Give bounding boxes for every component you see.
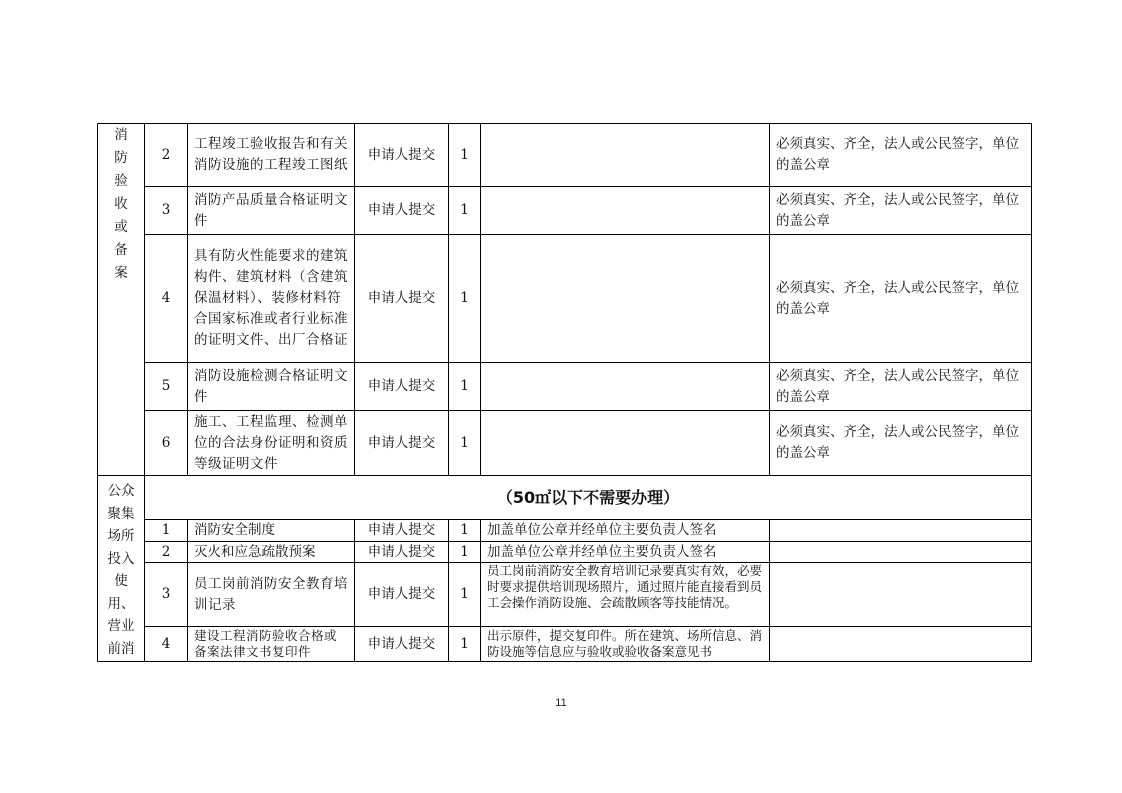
row-number: 3 [161,586,171,602]
copies-count: 1 [460,543,469,560]
requirement-text [481,411,769,475]
page-number: 11 [555,697,567,709]
copies-count: 1 [460,378,469,394]
material-name: 消防设施检测合格证明文件 [194,367,348,405]
exemption-banner: （50㎡以下不需要办理） [496,488,680,507]
row-number: 4 [161,635,171,652]
requirement-text [481,124,769,186]
requirement-text: 员工岗前消防安全教育培训记录要真实有效，必要时要求提供培训现场照片，通过照片能直接看到员工会操作消防设施、会疏散顾客等技能情况。 [487,563,763,610]
copies-count: 1 [460,586,469,602]
material-name: 消防产品质量合格证明文件 [194,191,348,229]
material-name: 工程竣工验收报告和有关消防设施的工程竣工图纸 [194,136,348,173]
row-number: 4 [161,290,171,306]
submit-source: 申请人提交 [367,290,436,306]
row-number: 2 [161,146,171,163]
submit-source: 申请人提交 [367,434,436,451]
row-number: 1 [161,522,171,538]
row-number: 6 [161,434,171,451]
material-name: 灭火和应急疏散预案 [194,543,316,560]
note-text: 必须真实、齐全，法人或公民签字，单位的盖公章 [776,191,1019,229]
section-label-public-venue [98,476,144,661]
note-text: 必须真实、齐全，法人或公民签字，单位的盖公章 [776,367,1019,405]
requirement-text [481,235,769,362]
row-number: 3 [161,202,171,218]
requirement-text [481,363,769,410]
copies-count: 1 [460,146,469,163]
copies-count: 1 [460,434,469,451]
note-text [770,520,1031,541]
copies-count: 1 [460,635,469,652]
copies-count: 1 [460,202,469,218]
submit-source: 申请人提交 [367,522,436,538]
note-text: 必须真实、齐全，法人或公民签字，单位的盖公章 [776,424,1019,461]
row-number: 2 [161,543,171,560]
submit-source: 申请人提交 [367,146,436,163]
section-label-fire-acceptance [98,123,144,475]
row-number: 5 [161,378,171,394]
section-label-text: 消防验收或备案 [114,127,128,281]
submit-source: 申请人提交 [367,202,436,218]
submit-source: 申请人提交 [367,378,436,394]
submit-source: 申请人提交 [367,635,436,652]
submit-source: 申请人提交 [367,586,436,602]
material-name: 员工岗前消防安全教育培训记录 [194,575,348,613]
note-text: 必须真实、齐全，法人或公民签字，单位的盖公章 [776,279,1019,317]
material-name: 消防安全制度 [194,522,275,538]
submit-source: 申请人提交 [367,543,436,560]
note-text [770,542,1031,562]
requirement-text: 加盖单位公章并经单位主要负责人签名 [487,522,717,538]
requirement-text [481,187,769,234]
material-name: 施工、工程监理、检测单位的合法身份证明和资质等级证明文件 [194,413,348,472]
requirement-text: 加盖单位公章并经单位主要负责人签名 [487,543,717,560]
material-name: 具有防火性能要求的建筑构件、建筑材料（含建筑保温材料）、装修材料符合国家标准或者行业标准的证明文件、出厂合格证 [194,248,348,348]
copies-count: 1 [460,522,469,538]
requirement-text: 出示原件，提交复印件。所在建筑、场所信息、消防设施等信息应与验收或验收备案意见书 [487,628,763,659]
note-text: 必须真实、齐全，法人或公民签字，单位的盖公章 [776,136,1019,173]
copies-count: 1 [460,290,469,306]
note-text [770,627,1031,661]
note-text [770,563,1031,626]
material-name: 建设工程消防验收合格或备案法律文书复印件 [194,628,338,659]
section-label-text: 公众聚集场所投入使用、营业前消 [107,483,135,657]
